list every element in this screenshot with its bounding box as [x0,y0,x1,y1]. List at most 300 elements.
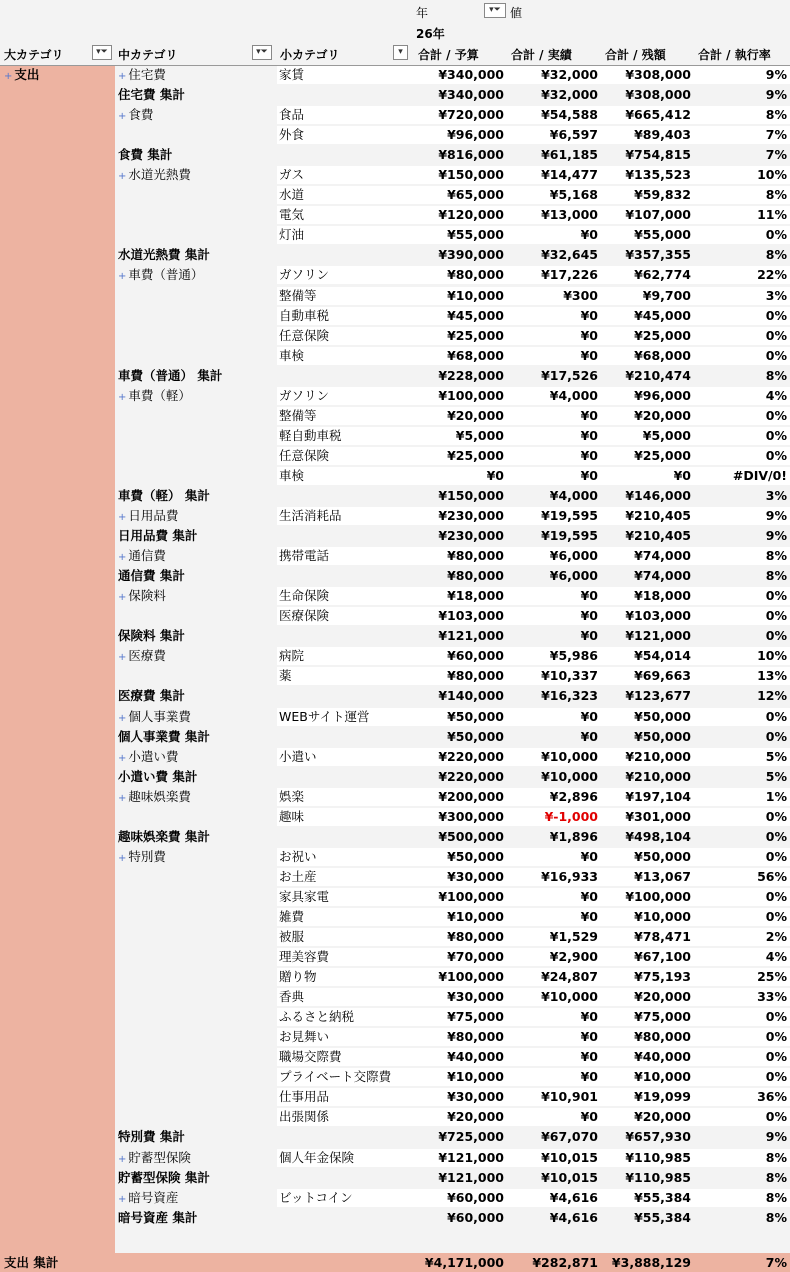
actual-cell[interactable]: ¥0 [507,327,601,345]
remain-cell[interactable]: ¥10,000 [601,1068,694,1086]
rate-cell[interactable]: 0% [765,628,787,644]
remain-cell[interactable]: ¥96,000 [601,387,694,405]
rate-cell[interactable]: 0% [694,1068,790,1086]
small-category-cell[interactable]: 仕事用品 [277,1088,410,1106]
small-category-cell[interactable]: ガス [277,166,410,184]
small-category-cell[interactable] [277,367,410,385]
small-category-cell[interactable]: 被服 [277,928,410,946]
actual-cell[interactable]: ¥17,526 [541,367,598,383]
remain-cell[interactable]: ¥50,000 [601,708,694,726]
remain-cell[interactable]: ¥69,663 [601,667,694,685]
rate-cell[interactable]: 0% [694,307,790,325]
rate-cell[interactable]: 4% [694,948,790,966]
remain-cell[interactable]: ¥20,000 [601,1108,694,1126]
rate-cell[interactable]: 9% [765,528,787,544]
small-category-cell[interactable]: 外食 [277,126,410,144]
budget-cell[interactable]: ¥60,000 [447,1209,504,1225]
actual-cell[interactable]: ¥4,616 [507,1189,601,1207]
rate-cell[interactable]: 7% [765,147,787,163]
actual-cell[interactable]: ¥4,000 [549,487,598,503]
actual-cell[interactable]: ¥10,000 [507,988,601,1006]
mid-category-cell[interactable] [115,788,277,806]
small-category-cell[interactable] [277,246,410,264]
small-category-cell[interactable]: 趣味 [277,808,410,826]
remain-cell[interactable]: ¥25,000 [601,327,694,345]
small-category-cell[interactable]: 娯楽 [277,788,410,806]
actual-cell[interactable]: ¥0 [507,307,601,325]
remain-cell[interactable]: ¥40,000 [601,1048,694,1066]
rate-cell[interactable]: 0% [694,327,790,345]
remain-cell[interactable]: ¥110,985 [625,1169,691,1185]
remain-cell[interactable]: ¥19,099 [601,1088,694,1106]
actual-cell[interactable]: ¥4,000 [507,387,601,405]
remain-cell[interactable]: ¥50,000 [634,728,691,744]
budget-cell[interactable]: ¥230,000 [410,507,507,525]
small-category-cell[interactable]: 医療保険 [277,607,410,625]
rate-cell[interactable]: 3% [694,287,790,305]
rate-cell[interactable]: 0% [694,607,790,625]
actual-cell[interactable]: ¥0 [507,427,601,445]
small-category-cell[interactable]: 職場交際費 [277,1048,410,1066]
small-category-cell[interactable]: WEBサイト運営 [277,708,410,726]
rate-cell[interactable]: 8% [765,367,787,383]
small-category-cell[interactable] [277,687,410,705]
actual-cell[interactable]: ¥0 [507,587,601,605]
remain-cell[interactable]: ¥100,000 [601,888,694,906]
mid-category-cell[interactable] [115,507,277,525]
remain-cell[interactable]: ¥9,700 [601,287,694,305]
rate-cell[interactable]: 8% [694,186,790,204]
rate-cell[interactable]: 8% [765,1169,787,1185]
budget-cell[interactable]: ¥96,000 [410,126,507,144]
small-category-cell[interactable]: 任意保険 [277,327,410,345]
actual-cell[interactable]: ¥32,000 [541,87,598,103]
actual-cell[interactable]: ¥0 [507,908,601,926]
rate-cell[interactable]: 10% [694,166,790,184]
remain-cell[interactable]: ¥62,774 [601,266,694,284]
mid-category-cell[interactable] [115,166,277,184]
mid-category-cell[interactable] [115,266,277,284]
budget-cell[interactable]: ¥140,000 [438,688,504,704]
actual-cell[interactable]: ¥19,595 [541,528,598,544]
actual-cell[interactable]: ¥6,000 [549,568,598,584]
rate-cell[interactable]: 0% [694,226,790,244]
actual-cell[interactable]: ¥0 [507,1048,601,1066]
rate-cell[interactable]: 9% [765,1129,787,1145]
mid-category-cell[interactable] [115,708,277,726]
rate-cell[interactable]: 0% [694,1008,790,1026]
remain-cell[interactable]: ¥67,100 [601,948,694,966]
actual-cell[interactable]: ¥6,000 [507,547,601,565]
small-category-cell[interactable] [277,1128,410,1146]
remain-cell[interactable]: ¥0 [601,467,694,485]
small-category-cell[interactable]: お土産 [277,868,410,886]
small-category-cell[interactable] [277,146,410,164]
small-category-cell[interactable] [277,487,410,505]
rate-cell[interactable]: 0% [694,407,790,425]
budget-cell[interactable]: ¥340,000 [438,87,504,103]
small-category-cell[interactable]: 水道 [277,186,410,204]
mid-category-cell[interactable] [115,1149,277,1167]
expand-icon[interactable]: + [118,71,127,82]
actual-cell[interactable]: ¥0 [507,1068,601,1086]
small-category-cell[interactable]: 整備等 [277,287,410,305]
actual-cell[interactable]: ¥10,901 [507,1088,601,1106]
budget-cell[interactable]: ¥0 [410,467,507,485]
actual-cell[interactable]: ¥16,323 [541,688,598,704]
budget-cell[interactable]: ¥121,000 [438,1169,504,1185]
actual-cell[interactable]: ¥2,900 [507,948,601,966]
remain-cell[interactable]: ¥55,384 [634,1209,691,1225]
budget-cell[interactable]: ¥150,000 [438,487,504,503]
actual-cell[interactable]: ¥0 [507,226,601,244]
small-category-cell[interactable] [277,828,410,846]
budget-cell[interactable]: ¥65,000 [410,186,507,204]
actual-cell[interactable]: ¥5,986 [507,647,601,665]
rate-cell[interactable]: 8% [694,106,790,124]
large-category-cell[interactable] [0,66,115,84]
remain-cell[interactable]: ¥657,930 [625,1129,691,1145]
small-category-cell[interactable] [277,728,410,746]
remain-cell[interactable]: ¥80,000 [601,1028,694,1046]
remain-cell[interactable]: ¥210,000 [601,748,694,766]
small-category-cell[interactable]: 生命保険 [277,587,410,605]
rate-cell[interactable]: 11% [694,206,790,224]
small-category-cell[interactable]: 生活消耗品 [277,507,410,525]
mid-category-cell[interactable] [115,647,277,665]
budget-cell[interactable]: ¥70,000 [410,948,507,966]
expand-icon[interactable]: + [118,1193,127,1205]
remain-cell[interactable]: ¥110,985 [601,1149,694,1167]
budget-cell[interactable]: ¥150,000 [410,166,507,184]
small-category-cell[interactable]: 雑費 [277,908,410,926]
budget-cell[interactable]: ¥120,000 [410,206,507,224]
small-category-cell[interactable]: 電気 [277,206,410,224]
remain-cell[interactable]: ¥55,384 [601,1189,694,1207]
budget-cell[interactable]: ¥220,000 [438,768,504,784]
mid-category-cell[interactable] [115,748,277,766]
rate-cell[interactable]: 0% [694,908,790,926]
mid-category-filter-icon[interactable]: ▾⏷ [252,45,272,60]
small-category-cell[interactable] [277,1169,410,1187]
actual-cell[interactable]: ¥0 [507,607,601,625]
rate-cell[interactable]: 8% [765,568,787,584]
budget-cell[interactable]: ¥45,000 [410,307,507,325]
rate-cell[interactable]: 7% [694,126,790,144]
actual-cell[interactable]: ¥0 [507,888,601,906]
actual-cell[interactable]: ¥10,015 [507,1149,601,1167]
remain-cell[interactable]: ¥18,000 [601,587,694,605]
actual-cell[interactable]: ¥0 [507,1008,601,1026]
budget-cell[interactable]: ¥18,000 [410,587,507,605]
small-category-cell[interactable]: 贈り物 [277,968,410,986]
rate-cell[interactable]: 3% [765,487,787,503]
rate-cell[interactable]: 22% [694,266,790,284]
mid-category-cell[interactable] [115,66,277,84]
small-category-cell[interactable]: ガソリン [277,387,410,405]
budget-cell[interactable]: ¥220,000 [410,748,507,766]
large-category-filter-icon[interactable]: ▾⏷ [92,45,112,60]
expand-icon[interactable]: + [118,111,127,123]
expand-icon[interactable]: + [118,171,127,183]
budget-cell[interactable]: ¥60,000 [410,647,507,665]
budget-cell[interactable]: ¥5,000 [410,427,507,445]
budget-cell[interactable]: ¥10,000 [410,1068,507,1086]
actual-cell[interactable]: ¥13,000 [507,206,601,224]
small-category-cell[interactable]: 薬 [277,667,410,685]
budget-cell[interactable]: ¥10,000 [410,908,507,926]
remain-cell[interactable]: ¥75,000 [601,1008,694,1026]
rate-cell[interactable]: 5% [765,768,787,784]
budget-cell[interactable]: ¥30,000 [410,1088,507,1106]
small-category-cell[interactable] [277,527,410,545]
actual-cell[interactable]: ¥0 [507,467,601,485]
budget-cell[interactable]: ¥68,000 [410,347,507,365]
expand-icon[interactable]: + [118,1153,127,1165]
mid-category-cell[interactable] [115,848,277,866]
rate-cell[interactable]: 8% [765,247,787,263]
mid-category-cell[interactable] [115,1189,277,1207]
rate-cell[interactable]: 2% [694,928,790,946]
small-category-cell[interactable] [277,1209,410,1227]
budget-cell[interactable]: ¥80,000 [410,1028,507,1046]
small-category-cell[interactable] [277,627,410,645]
budget-cell[interactable]: ¥50,000 [410,708,507,726]
remain-cell[interactable]: ¥107,000 [601,206,694,224]
rate-cell[interactable]: 8% [694,1149,790,1167]
small-category-cell[interactable]: 軽自動車税 [277,427,410,445]
budget-cell[interactable]: ¥390,000 [438,247,504,263]
rate-cell[interactable]: 8% [694,547,790,565]
rate-cell[interactable]: 0% [694,587,790,605]
small-category-cell[interactable] [277,768,410,786]
small-category-cell[interactable]: ガソリン [277,266,410,284]
remain-cell[interactable]: ¥308,000 [625,87,691,103]
remain-cell[interactable]: ¥210,474 [625,367,691,383]
rate-cell[interactable]: 0% [694,888,790,906]
actual-cell[interactable]: ¥24,807 [507,968,601,986]
budget-cell[interactable]: ¥80,000 [410,266,507,284]
expand-icon[interactable]: + [118,652,127,664]
budget-cell[interactable]: ¥75,000 [410,1008,507,1026]
actual-cell[interactable]: ¥16,933 [507,868,601,886]
remain-cell[interactable]: ¥13,067 [601,868,694,886]
small-category-cell[interactable]: 自動車税 [277,307,410,325]
budget-cell[interactable]: ¥30,000 [410,988,507,1006]
remain-cell[interactable]: ¥20,000 [601,407,694,425]
small-category-cell[interactable]: 病院 [277,647,410,665]
remain-cell[interactable]: ¥210,000 [625,768,691,784]
actual-cell[interactable]: ¥300 [507,287,601,305]
rate-cell[interactable]: 0% [694,808,790,826]
actual-cell[interactable]: ¥0 [507,1028,601,1046]
rate-cell[interactable]: 9% [694,66,790,84]
remain-cell[interactable]: ¥498,104 [625,828,691,844]
rate-cell[interactable]: 0% [694,427,790,445]
budget-cell[interactable]: ¥50,000 [410,848,507,866]
actual-cell[interactable]: ¥0 [507,1108,601,1126]
actual-cell[interactable]: ¥61,185 [541,147,598,163]
remain-cell[interactable]: ¥210,405 [625,528,691,544]
small-category-cell[interactable]: お見舞い [277,1028,410,1046]
expand-icon[interactable]: + [118,552,127,564]
rate-cell[interactable]: 0% [694,1028,790,1046]
budget-cell[interactable]: ¥200,000 [410,788,507,806]
small-category-dropdown-icon[interactable]: ▾ [393,45,408,60]
small-category-cell[interactable] [277,86,410,104]
mid-category-cell[interactable] [115,106,277,124]
actual-cell[interactable]: ¥5,168 [507,186,601,204]
expand-icon[interactable]: + [118,792,127,804]
budget-cell[interactable]: ¥300,000 [410,808,507,826]
actual-cell[interactable]: ¥0 [507,708,601,726]
rate-cell[interactable]: 0% [694,1048,790,1066]
budget-cell[interactable]: ¥30,000 [410,868,507,886]
mid-category-cell[interactable] [115,387,277,405]
rate-cell[interactable]: 9% [765,87,787,103]
small-category-cell[interactable] [277,567,410,585]
actual-cell[interactable]: ¥0 [507,848,601,866]
small-category-cell[interactable]: 車検 [277,467,410,485]
mid-category-cell[interactable] [115,587,277,605]
remain-cell[interactable]: ¥20,000 [601,988,694,1006]
budget-cell[interactable]: ¥80,000 [410,547,507,565]
actual-cell[interactable]: ¥0 [507,447,601,465]
rate-cell[interactable]: 0% [694,347,790,365]
actual-cell[interactable]: ¥0 [580,628,598,644]
actual-cell[interactable]: ¥10,000 [541,768,598,784]
budget-cell[interactable]: ¥55,000 [410,226,507,244]
budget-cell[interactable]: ¥340,000 [410,66,507,84]
budget-cell[interactable]: ¥816,000 [438,147,504,163]
budget-cell[interactable]: ¥725,000 [438,1129,504,1145]
budget-cell[interactable]: ¥228,000 [438,367,504,383]
remain-cell[interactable]: ¥54,014 [601,647,694,665]
actual-cell[interactable]: ¥0 [507,347,601,365]
remain-cell[interactable]: ¥59,832 [601,186,694,204]
remain-cell[interactable]: ¥754,815 [625,147,691,163]
small-category-cell[interactable]: お祝い [277,848,410,866]
small-category-cell[interactable]: 個人年金保険 [277,1149,410,1167]
rate-cell[interactable]: 5% [694,748,790,766]
small-category-cell[interactable]: 理美容費 [277,948,410,966]
rate-cell[interactable]: 12% [757,688,787,704]
actual-cell[interactable]: ¥14,477 [507,166,601,184]
remain-cell[interactable]: ¥123,677 [625,688,691,704]
budget-cell[interactable]: ¥230,000 [438,528,504,544]
remain-cell[interactable]: ¥25,000 [601,447,694,465]
small-category-cell[interactable]: 出張関係 [277,1108,410,1126]
small-category-cell[interactable]: 家賃 [277,66,410,84]
budget-cell[interactable]: ¥720,000 [410,106,507,124]
small-category-cell[interactable]: 灯油 [277,226,410,244]
small-category-cell[interactable]: 食品 [277,106,410,124]
year-filter-icon[interactable]: ▾⏷ [484,3,506,18]
actual-cell[interactable]: ¥67,070 [541,1129,598,1145]
expand-icon[interactable]: + [118,512,127,524]
budget-cell[interactable]: ¥103,000 [410,607,507,625]
expand-icon[interactable]: + [4,71,13,82]
remain-cell[interactable]: ¥146,000 [625,487,691,503]
actual-cell[interactable]: ¥-1,000 [507,808,601,826]
budget-cell[interactable]: ¥60,000 [410,1189,507,1207]
actual-cell[interactable]: ¥32,000 [507,66,601,84]
actual-cell[interactable]: ¥0 [507,407,601,425]
small-category-cell[interactable]: 携帯電話 [277,547,410,565]
remain-cell[interactable]: ¥74,000 [601,547,694,565]
rate-cell[interactable]: 1% [694,788,790,806]
actual-cell[interactable]: ¥6,597 [507,126,601,144]
budget-cell[interactable]: ¥40,000 [410,1048,507,1066]
expand-icon[interactable]: + [118,752,127,764]
expand-icon[interactable]: + [118,271,127,283]
remain-cell[interactable]: ¥74,000 [634,568,691,584]
budget-cell[interactable]: ¥100,000 [410,968,507,986]
budget-cell[interactable]: ¥50,000 [447,728,504,744]
remain-cell[interactable]: ¥308,000 [601,66,694,84]
budget-cell[interactable]: ¥121,000 [410,1149,507,1167]
remain-cell[interactable]: ¥210,405 [601,507,694,525]
remain-cell[interactable]: ¥55,000 [601,226,694,244]
rate-cell[interactable]: 8% [694,1189,790,1207]
expand-icon[interactable]: + [118,712,127,724]
rate-cell[interactable]: 8% [765,1209,787,1225]
remain-cell[interactable]: ¥68,000 [601,347,694,365]
small-category-cell[interactable]: プライベート交際費 [277,1068,410,1086]
small-category-cell[interactable]: 整備等 [277,407,410,425]
actual-cell[interactable]: ¥1,896 [549,828,598,844]
rate-cell[interactable]: 9% [694,507,790,525]
small-category-cell[interactable]: 香典 [277,988,410,1006]
rate-cell[interactable]: 13% [694,667,790,685]
remain-cell[interactable]: ¥75,193 [601,968,694,986]
remain-cell[interactable]: ¥10,000 [601,908,694,926]
actual-cell[interactable]: ¥10,337 [507,667,601,685]
remain-cell[interactable]: ¥665,412 [601,106,694,124]
mid-category-cell[interactable] [115,547,277,565]
rate-cell[interactable]: 0% [694,708,790,726]
actual-cell[interactable]: ¥2,896 [507,788,601,806]
budget-cell[interactable]: ¥500,000 [438,828,504,844]
budget-cell[interactable]: ¥100,000 [410,888,507,906]
rate-cell[interactable]: 0% [694,848,790,866]
budget-cell[interactable]: ¥10,000 [410,287,507,305]
rate-cell[interactable]: 33% [694,988,790,1006]
actual-cell[interactable]: ¥54,588 [507,106,601,124]
budget-cell[interactable]: ¥80,000 [410,667,507,685]
remain-cell[interactable]: ¥197,104 [601,788,694,806]
remain-cell[interactable]: ¥357,355 [625,247,691,263]
budget-cell[interactable]: ¥121,000 [438,628,504,644]
rate-cell[interactable]: 36% [694,1088,790,1106]
rate-cell[interactable]: 0% [765,728,787,744]
actual-cell[interactable]: ¥10,015 [541,1169,598,1185]
rate-cell[interactable]: 0% [765,828,787,844]
rate-cell[interactable]: 25% [694,968,790,986]
rate-cell[interactable]: 0% [694,1108,790,1126]
budget-cell[interactable]: ¥80,000 [447,568,504,584]
small-category-cell[interactable]: 車検 [277,347,410,365]
budget-cell[interactable]: ¥25,000 [410,447,507,465]
remain-cell[interactable]: ¥103,000 [601,607,694,625]
actual-cell[interactable]: ¥32,645 [541,247,598,263]
rate-cell[interactable]: 4% [694,387,790,405]
rate-cell[interactable]: 10% [694,647,790,665]
budget-cell[interactable]: ¥25,000 [410,327,507,345]
remain-cell[interactable]: ¥89,403 [601,126,694,144]
remain-cell[interactable]: ¥121,000 [625,628,691,644]
rate-cell[interactable]: 56% [694,868,790,886]
